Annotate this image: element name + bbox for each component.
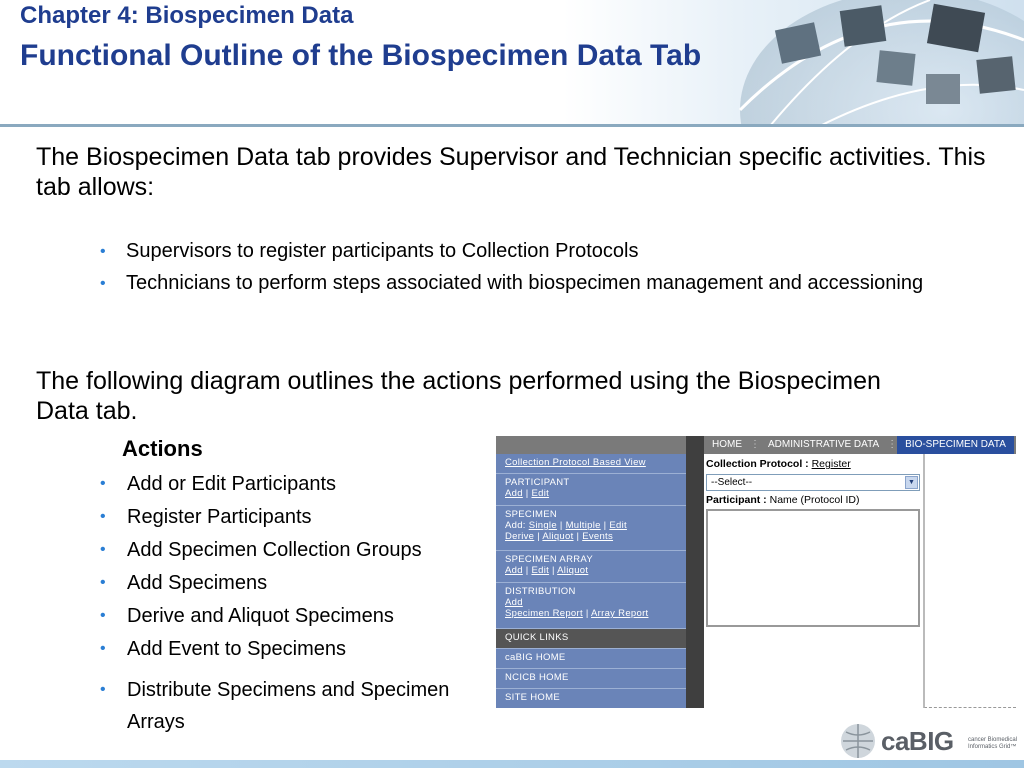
specimen-report-link[interactable]: Specimen Report (505, 608, 583, 619)
logo-text: caBIG (881, 726, 954, 756)
intro-text: The Biospecimen Data tab provides Supervisor and Technician specific activities. This tab allows: (36, 143, 986, 201)
array-aliquot-link[interactable]: Aliquot (557, 565, 589, 576)
specimen-single-link[interactable]: Single (528, 520, 557, 531)
quick-links-header: QUICK LINKS (496, 629, 686, 649)
globe-icon (838, 722, 878, 760)
action-item: • Derive and Aliquot Specimens (100, 602, 500, 635)
action-item: • Add Event to Specimens (100, 635, 500, 668)
section-title: SPECIMEN (505, 509, 558, 520)
participant-hint: Name (Protocol ID) (769, 494, 860, 506)
specimen-multiple-link[interactable]: Multiple (565, 520, 601, 531)
array-edit-link[interactable]: Edit (531, 565, 550, 576)
specimen-aliquot-link[interactable]: Aliquot (542, 531, 574, 542)
cp-label: Collection Protocol : (706, 458, 809, 470)
array-add-link[interactable]: Add (505, 565, 523, 576)
sidebar-section-specimen-array: SPECIMEN ARRAY Add | Edit | Aliquot (496, 551, 686, 583)
tab-administrative-data[interactable]: ADMINISTRATIVE DATA (768, 439, 880, 450)
globe-image (730, 0, 1024, 126)
participant-list[interactable] (706, 509, 920, 627)
chapter-title: Chapter 4: Biospecimen Data (20, 2, 354, 29)
specimen-add-prefix: Add: (505, 520, 526, 531)
sidebar-section-participant: PARTICIPANT Add | Edit (496, 474, 686, 506)
header-divider (0, 124, 1024, 127)
participant-edit-link[interactable]: Edit (531, 488, 550, 499)
footer-bar (0, 760, 1024, 768)
tab-separator: ⋮ (887, 439, 898, 450)
register-link[interactable]: Register (811, 458, 851, 470)
sidebar-section-distribution: DISTRIBUTION Add Specimen Report | Array Report (496, 583, 686, 629)
collection-protocol-select[interactable] (706, 474, 920, 491)
list-item: • Supervisors to register participants to Collection Protocols (100, 238, 960, 265)
allows-list (100, 238, 960, 302)
section-title: DISTRIBUTION (505, 586, 576, 597)
participant-field-label (706, 494, 859, 506)
action-item: • Add or Edit Participants (100, 470, 500, 503)
cp-view-link[interactable]: Collection Protocol Based View (505, 457, 646, 468)
array-report-link[interactable]: Array Report (591, 608, 649, 619)
register-panel (704, 454, 924, 708)
list-item: • Technicians to perform steps associated with biospecimen management and accessioning (100, 270, 960, 297)
actions-heading: Actions (122, 436, 203, 461)
sidebar-item-cabig-home[interactable]: caBIG HOME (496, 649, 686, 669)
tab-bio-specimen-data[interactable]: BIO-SPECIMEN DATA (897, 436, 1014, 454)
select-value: --Select-- (711, 477, 753, 488)
action-item: • Register Participants (100, 503, 500, 536)
slide-header (0, 0, 1024, 126)
content-area (924, 454, 1016, 708)
sidebar-item-site-home[interactable]: SITE HOME (496, 689, 686, 708)
participant-label: Participant : (706, 494, 767, 506)
tab-home[interactable]: HOME (712, 439, 742, 450)
nav-tabs (704, 436, 1014, 454)
app-screenshot (496, 436, 1016, 708)
logo-subtitle: cancer Biomedical Informatics Grid™ (968, 737, 1018, 750)
specimen-events-link[interactable]: Events (582, 531, 614, 542)
action-item: • Add Specimens (100, 569, 500, 602)
slide-title: Functional Outline of the Biospecimen Data Tab (20, 39, 702, 72)
tab-separator: ⋮ (750, 439, 760, 450)
participant-add-link[interactable]: Add (505, 488, 523, 499)
action-item: • Distribute Specimens and Specimen Arrays (100, 674, 500, 738)
section-title: PARTICIPANT (505, 477, 570, 488)
action-item: • Add Specimen Collection Groups (100, 536, 500, 569)
cabig-logo (838, 722, 1018, 760)
section-title: SPECIMEN ARRAY (505, 554, 593, 565)
sidebar-item-cp-view[interactable] (496, 454, 686, 474)
chevron-down-icon[interactable]: ▼ (905, 476, 918, 489)
actions-list (100, 470, 500, 738)
app-sidebar (496, 454, 686, 708)
specimen-edit-link[interactable]: Edit (609, 520, 627, 531)
sidebar-item-ncicb-home[interactable]: NCICB HOME (496, 669, 686, 689)
specimen-derive-link[interactable]: Derive (505, 531, 535, 542)
cp-field-label (706, 458, 851, 470)
sidebar-section-specimen: SPECIMEN Add: Single | Multiple | Edit Derive | Aliquot | Events (496, 506, 686, 551)
distribution-add-link[interactable]: Add (505, 597, 523, 608)
outline-text: The following diagram outlines the actions performed using the Biospecimen Data tab. (36, 367, 881, 425)
sidebar-divider (686, 436, 704, 708)
